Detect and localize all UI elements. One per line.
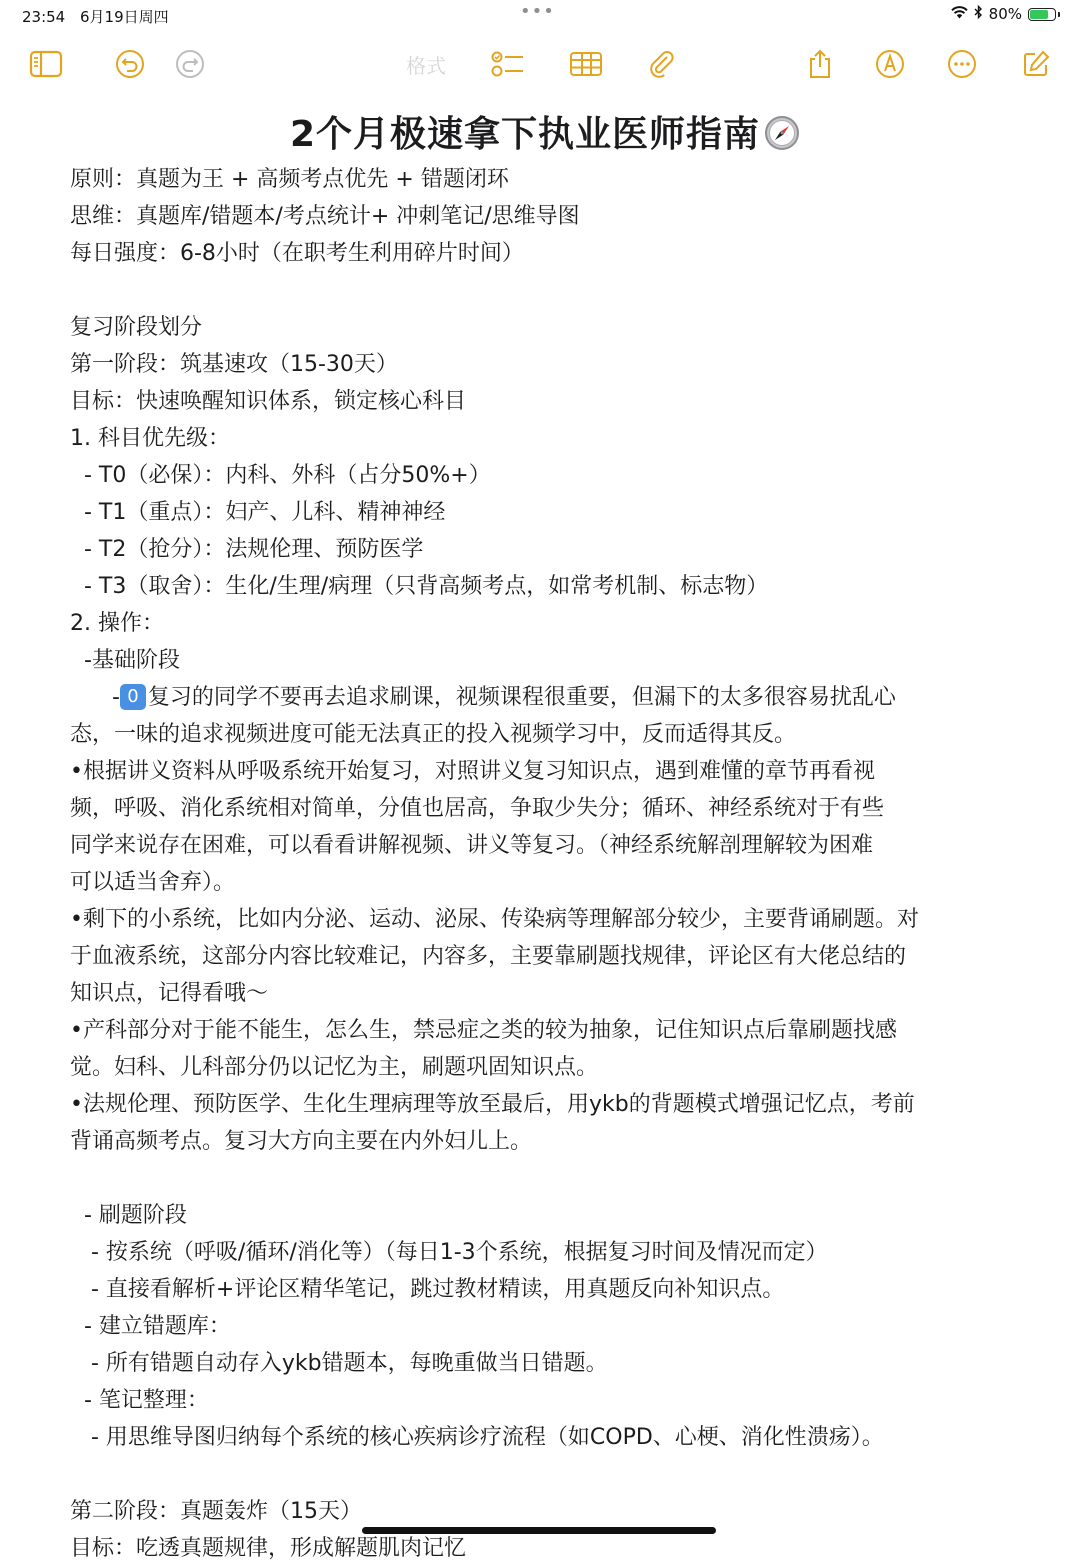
note-line — [70, 753, 1020, 790]
note-line — [70, 531, 1020, 568]
format-button[interactable]: 格式 — [406, 54, 446, 78]
battery-percent: 80% — [988, 5, 1022, 23]
note-line — [70, 272, 1020, 309]
battery-level — [1030, 10, 1048, 19]
status-time: 23:54 — [22, 8, 66, 26]
note-line — [70, 383, 1020, 420]
note-line-text: 思维：真题库/错题本/考点统计+ 冲刺笔记/思维导图 — [70, 204, 580, 229]
note-line-text: 复习的同学不要再去追求刷课，视频课程很重要，但漏下的太多很容易扰乱心 — [147, 685, 896, 710]
note-line-text: 知识点，记得看哦～ — [70, 981, 269, 1006]
battery-icon — [1028, 8, 1056, 21]
status-bar — [0, 0, 1080, 32]
note-line — [70, 864, 1020, 901]
note-line-text: 复习阶段划分 — [70, 315, 203, 340]
note-line — [70, 1456, 1020, 1493]
note-line-text: - T2（抢分）：法规伦理、预防医学 — [70, 537, 424, 562]
note-line — [70, 494, 1020, 531]
bullet-prefix: - — [70, 685, 120, 710]
note-line — [70, 679, 1020, 716]
note-lines — [70, 161, 1020, 1567]
note-line-text: •法规伦理、预防医学、生化生理病理等放至最后，用ykb的背题模式增强记忆点，考前 — [70, 1092, 915, 1117]
note-line — [70, 716, 1020, 753]
note-line — [70, 309, 1020, 346]
note-line-text: - T3（取舍）：生化/生理/病理（只背高频考点，如常考机制、标志物） — [70, 574, 769, 599]
note-line-text: 可以适当舍弃）。 — [70, 870, 236, 895]
note-line — [70, 827, 1020, 864]
note-body[interactable] — [70, 100, 1020, 1567]
note-line-text: 觉。妇科、儿科部分仍以记忆为主，刷题巩固知识点。 — [70, 1055, 599, 1080]
note-line-text: -基础阶段 — [70, 648, 180, 673]
status-date: 6月19日周四 — [80, 8, 169, 26]
note-line-text: 1. 科目优先级： — [70, 426, 230, 451]
note-line — [70, 235, 1020, 272]
note-line-text: - 按系统（呼吸/循环/消化等）（每日1-3个系统，根据复习时间及情况而定） — [70, 1240, 828, 1265]
note-line-text: - T0（必保）：内科、外科（占分50%+） — [70, 463, 491, 488]
note-title-text: 2个月极速拿下执业医师指南 — [289, 114, 761, 155]
note-line — [70, 642, 1020, 679]
note-line-text: - 建立错题库： — [70, 1314, 231, 1339]
note-line-text: 目标：吃透真题规律，形成解题肌肉记忆 — [70, 1536, 467, 1561]
keycap-zero-icon: 0 — [120, 684, 146, 710]
note-line-text: •剩下的小系统，比如内分泌、运动、泌尿、传染病等理解部分较少，主要背诵刷题。对 — [70, 907, 919, 932]
wifi-icon — [951, 5, 968, 23]
status-time-date — [22, 6, 179, 27]
note-line — [70, 938, 1020, 975]
note-line-text: - 笔记整理： — [70, 1388, 209, 1413]
note-line — [70, 790, 1020, 827]
bluetooth-icon — [974, 5, 983, 23]
redo-icon — [175, 49, 205, 79]
note-line-text: - T1（重点）：妇产、儿科、精神神经 — [70, 500, 446, 525]
note-line — [70, 161, 1020, 198]
note-line — [70, 1086, 1020, 1123]
note-line-text: 2. 操作： — [70, 611, 164, 636]
note-line — [70, 346, 1020, 383]
note-line — [70, 1382, 1020, 1419]
note-line-text: 目标：快速唤醒知识体系，锁定核心科目 — [70, 389, 467, 414]
battery-cap — [1058, 12, 1060, 17]
note-line-text: - 直接看解析+评论区精华笔记，跳过教材精读，用真题反向补知识点。 — [70, 1277, 785, 1302]
note-line — [70, 1197, 1020, 1234]
note-line — [70, 975, 1020, 1012]
note-line-text: 频，呼吸、消化系统相对简单，分值也居高，争取少失分；循环、神经系统对于有些 — [70, 796, 885, 821]
note-line-text: 原则：真题为王 + 高频考点优先 + 错题闭环 — [70, 167, 509, 192]
home-indicator[interactable] — [362, 1527, 716, 1534]
note-line — [70, 198, 1020, 235]
note-line-text: 背诵高频考点。复习大方向主要在内外妇儿上。 — [70, 1129, 533, 1154]
undo-icon — [115, 49, 145, 79]
note-line-text: •产科部分对于能不能生，怎么生，禁忌症之类的较为抽象，记住知识点后靠刷题找感 — [70, 1018, 897, 1043]
note-line — [70, 1271, 1020, 1308]
compass-icon — [764, 115, 800, 151]
note-line — [70, 1049, 1020, 1086]
multitasking-dots[interactable]: ••• — [520, 1, 555, 22]
status-right — [951, 5, 1060, 23]
notes-toolbar — [0, 40, 1080, 88]
note-line — [70, 1160, 1020, 1197]
note-line-text: - 刷题阶段 — [70, 1203, 187, 1228]
note-line-text: 于血液系统，这部分内容比较难记，内容多，主要靠刷题找规律，评论区有大佬总结的 — [70, 944, 907, 969]
note-line — [70, 1234, 1020, 1271]
note-line — [70, 1308, 1020, 1345]
note-line — [70, 605, 1020, 642]
note-line-text: 每日强度：6-8小时（在职考生利用碎片时间） — [70, 241, 524, 266]
undo-button[interactable] — [112, 48, 148, 80]
note-line — [70, 1123, 1020, 1160]
redo-button[interactable] — [172, 48, 208, 80]
note-line — [70, 1012, 1020, 1049]
note-line-text: 态，一味的追求视频进度可能无法真正的投入视频学习中，反而适得其反。 — [70, 722, 797, 747]
sidebar-button[interactable] — [28, 48, 64, 80]
note-line — [70, 1419, 1020, 1456]
note-line — [70, 901, 1020, 938]
note-line-text: - 所有错题自动存入ykb错题本，每晚重做当日错题。 — [70, 1351, 608, 1376]
note-line-text: 第一阶段：筑基速攻（15-30天） — [70, 352, 398, 377]
sidebar-icon — [29, 50, 63, 78]
note-line-text: - 用思维导图归纳每个系统的核心疾病诊疗流程（如COPD、心梗、消化性溃疡）。 — [70, 1425, 884, 1450]
note-line — [70, 1345, 1020, 1382]
note-line — [70, 420, 1020, 457]
note-title[interactable] — [70, 106, 1020, 157]
note-line — [70, 1493, 1020, 1530]
note-line-text: 同学来说存在困难，可以看看讲解视频、讲义等复习。（神经系统解剖理解较为困难 — [70, 833, 874, 858]
note-line — [70, 1530, 1020, 1567]
note-line — [70, 457, 1020, 494]
note-line-text: •根据讲义资料从呼吸系统开始复习，对照讲义复习知识点，遇到难懂的章节再看视 — [70, 759, 875, 784]
note-line — [70, 568, 1020, 605]
note-line-text: 第二阶段：真题轰炸（15天） — [70, 1499, 362, 1524]
